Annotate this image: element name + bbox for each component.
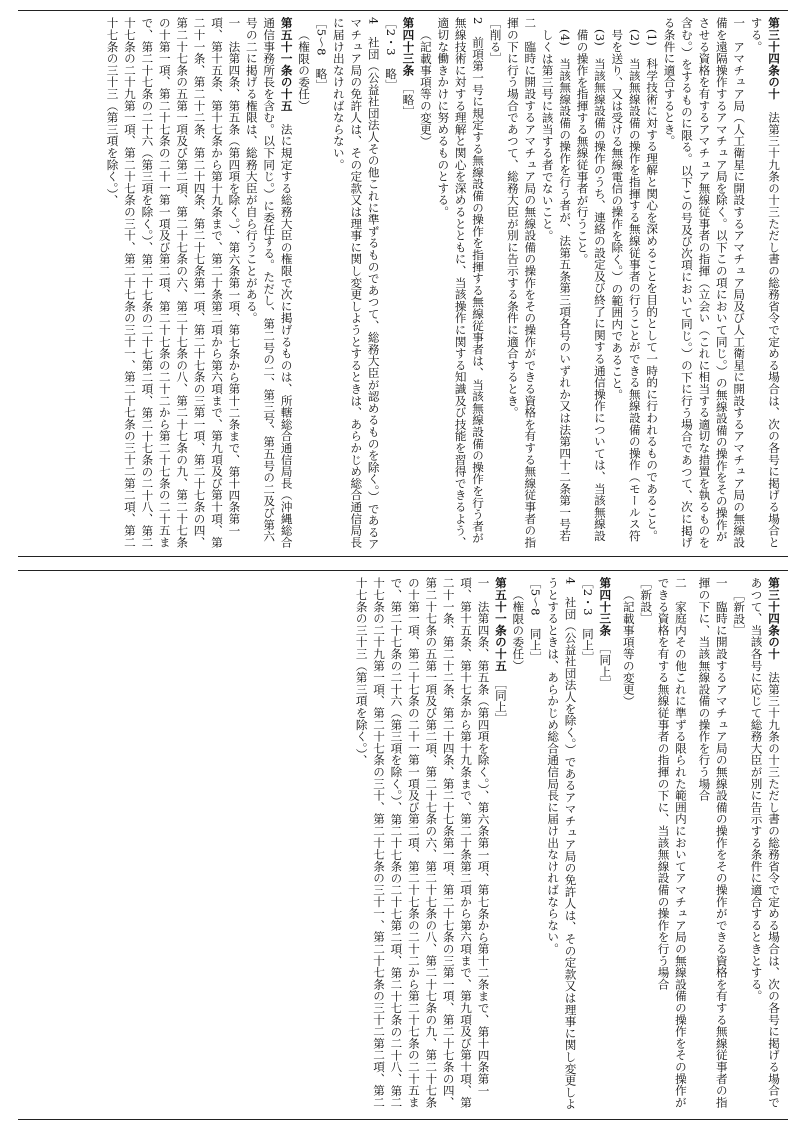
- article-43-heading-line: 第四十三条 ［同上］: [598, 577, 613, 690]
- clause-2: 二 家庭内その他これに準ずる限られた範囲内においてアマチュア局の無線設備の操作をその操作ができる資格を有する無線従事者の指揮の下に、当該無線設備の操作を行う場合: [656, 577, 688, 1108]
- clause-2: 二 臨時に開設するアマチュア局の無線設備の操作をその操作ができる資格を有する無線従事者の指揮の下に行う場合であつて、総務大臣が別に告示する条件に適合するとき。: [505, 17, 538, 548]
- section-caption: （権限の委任）: [511, 588, 526, 672]
- omitted-note: ［5～8 略］: [314, 17, 329, 92]
- section-caption: （記載事項等の変更）: [418, 28, 433, 147]
- paragraph-4: 4 社団（公益社団法人その他これに準ずるものであつて、総務大臣が認めるものを除く。）であるアマチュア局の免許人は、その定款又は理事に関し変更しようとするときは、あらかじめ総合通信局長に届け出なければならない。: [331, 17, 381, 550]
- article-heading: 第三十四条の十: [767, 17, 781, 100]
- clause-1: 一 法第四条、第五条（第四項を除く。）、第六条第一項、第七条から第十二条まで、第十四条第一項、第十五条、第十七条から第十九条まで、第二十条第二項から第六項まで、第九項及び第十項、第二十一条、第二十二条、第二十四条、第二十七条第一項、第二十七条の三第一項、第二十七条の四、第二十七条の五第一項及び第二項、第二十七条の六、第二十七条の八、第二十七条の九、第二十七条の十第一項、第二十七条の二十一第一項及び第二項、第二十七条の二十二から第二十七条の二十五まで、第二十七条の二十六（第三項を除く。）、第二十七条の二十七第二項、第二十七条の二十八、第二十七条の二十九第一項、第二十七条の三十、第二十七条の三十一、第二十七条の三十二第二項、第二十七条の三十三（第三項を除く。）、: [105, 17, 242, 549]
- paragraph-4: 4 社団（公益社団法人を除く。）であるアマチュア局の免許人は、その定款又は理事に関し変更しようとするときは、あらかじめ総合通信局長に届け出なければならない。: [546, 577, 578, 1110]
- amended-text-column: [103, 17, 782, 550]
- article-51-15-heading-line: 第五十一条の十五 ［同上］: [493, 577, 508, 725]
- article-heading: 第三十四条の十: [767, 577, 781, 660]
- omitted-note: ［5～8 同上］: [528, 577, 543, 663]
- clause-1: 一 法第四条、第五条（第四項を除く。）、第六条第一項、第七条から第十二条まで、第十四条第一項、第十五条、第十七条から第十九条まで、第二十条第二項から第六項まで、第九項及び第十項、第二十一条、第二十二条、第二十四条、第二十七条第一項、第二十七条の三第一項、第二十七条の四、第二十七条の五第一項及び第二項、第二十七条の六、第二十七条の八、第二十七条の九、第二十七条の十第一項、第二十七条の二十一第一項及び第二項、第二十七条の二十二から第二十七条の二十五まで、第二十七条の二十六（第三項を除く。）、第二十七条の二十七第二項、第二十七条の二十八、第二十七条の二十九第一項、第二十七条の三十、第二十七条の三十一、第二十七条の三十二第二項、第二十七条の三十三（第三項を除く。）、: [354, 577, 491, 1109]
- omitted-note: ［2・3 略］: [384, 17, 399, 92]
- item-4: (4) 当該無線設備の操作を行う者が、法第五条第三項各号のいずれか又は法第四十二条第一号若しくは第三号に該当する者でないこと。: [540, 28, 573, 542]
- article-heading: 第四十三条: [598, 577, 613, 636]
- item-1: (1) 科学技術に対する理解と関心を深めることを目的として一時的に行われるものであること。: [645, 28, 660, 542]
- new-note: ［新設］: [732, 588, 747, 636]
- omitted-note: ［2・3 同上］: [580, 577, 595, 663]
- section-caption: （記載事項等の変更）: [621, 588, 636, 707]
- item-2: (2) 当該無線設備の操作を指揮する無線従事者の行うことができる無線設備の操作（モールス符号を送り、又は受ける無線電信の操作を除く。）の範囲内であること。: [610, 28, 642, 542]
- deleted-note: ［削る］: [488, 17, 503, 65]
- current-text-panel: [18, 570, 788, 1120]
- article-34-10-paragraph: 第三十四条の十 法第三十九条の十三ただし書の総務省令で定める場合は、次の各号に掲げる場合であつて、当該各号に応じて総務大臣が別に告示する条件に適合するときとする。: [749, 577, 781, 1109]
- new-note: ［新設］: [639, 577, 654, 625]
- article-34-10-paragraph: 第三十四条の十 法第三十九条の十三ただし書の総務省令で定める場合は、次の各号に掲げる場合とする。: [749, 17, 781, 549]
- paragraph-2: 2 前項第一号に規定する無線設備の操作を指揮する無線従事者は、当該無線設備の操作を行う者が無線技術に対する理解と関心を深めるとともに、当該操作に関する知識及び技能を習得できるよう、適切な働きかけに努めるものとする。: [436, 17, 486, 548]
- article-43-heading-line: 第四十三条 ［略］: [401, 17, 416, 118]
- clause-1: 一 アマチュア局（人工衛星に開設するアマチュア局及び人工衛星に開設するアマチュア局の無線設備を遠隔操作するアマチュア局を除く。以下この項において同じ。）の無線設備の操作をその操作がさせる資格を有するアマチュア無線従事者の指揮（立会い（これに相当する適切な措置を執るものを含む。）をするものに限る。以下この号及び次項において同じ。）の下に行う場合であつて、次に掲げる条件に適合するとき。: [662, 17, 747, 549]
- item-3: (3) 当該無線設備の操作のうち、連絡の設定及び終了に関する通信操作については、当該無線設備の操作を指揮する無線従事者が行うこと。: [575, 28, 607, 542]
- section-caption: （権限の委任）: [297, 28, 312, 112]
- article-heading: 第五十一条の十五: [493, 577, 508, 672]
- article-heading: 第五十一条の十五: [279, 17, 294, 112]
- article-51-15-paragraph: 第五十一条の十五 法に規定する総務大臣の権限で次に掲げるものは、所轄総合通信局長（沖縄総合通信事務所長を含む。以下同じ。）に委任する。ただし、第二号の二、第三号、第五号の二及び第六号の二に掲げる権限は、総務大臣が自ら行うことがある。: [244, 17, 294, 549]
- amended-text-panel: [18, 10, 788, 557]
- article-heading: 第四十三条: [401, 17, 416, 76]
- current-text-column: [346, 577, 782, 1113]
- clause-1: 一 臨時に開設するアマチュア局の無線設備の操作をその操作ができる資格を有する無線従事者の指揮の下に、当該無線設備の操作を行う場合: [697, 577, 729, 1108]
